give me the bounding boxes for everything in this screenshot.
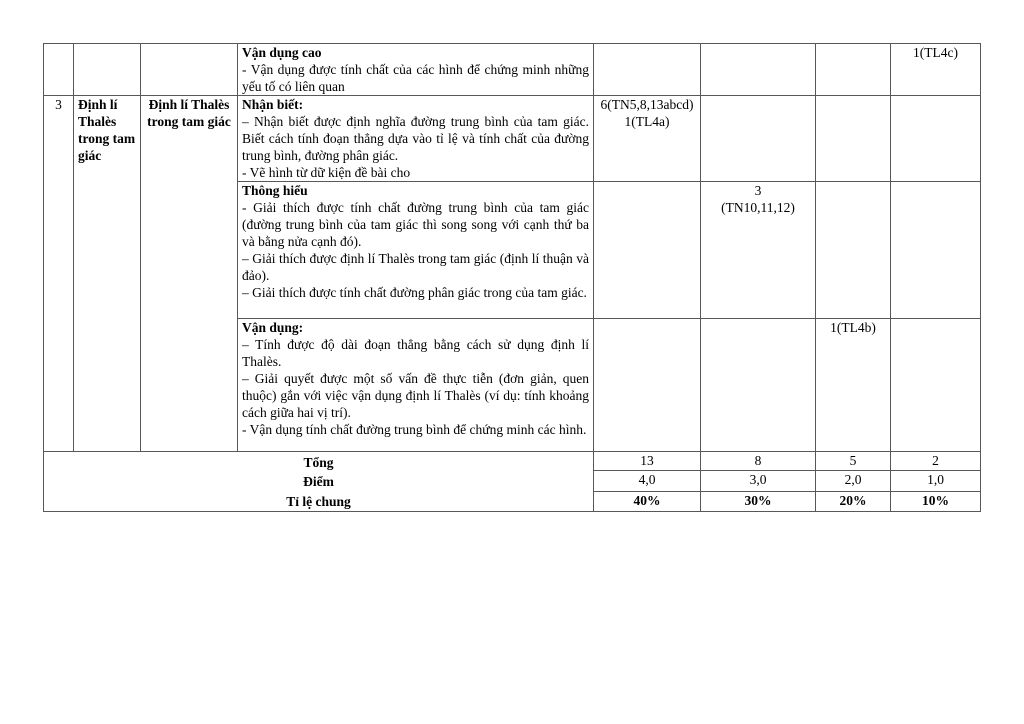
level-cell-van-dung-cao bbox=[238, 44, 594, 96]
empty-cell bbox=[141, 44, 238, 96]
count-cell-thong-hieu bbox=[701, 182, 816, 319]
topic-cell: Định lí Thalès trong tam giác bbox=[74, 96, 141, 452]
empty-cell bbox=[816, 44, 891, 96]
level-description: - Vẽ hình từ dữ kiện đề bài cho bbox=[242, 165, 411, 180]
summary-row-tong bbox=[44, 452, 981, 471]
summary-value: 8 bbox=[701, 452, 816, 471]
subtopic-cell: Định lí Thalès trong tam giác bbox=[141, 96, 238, 452]
summary-label-ti-le-chung: Tỉ lệ chung bbox=[286, 493, 351, 509]
empty-cell bbox=[701, 319, 816, 452]
level-description: – Giải thích được tính chất đường phân giác trong của tam giác. bbox=[242, 285, 587, 300]
level-title: Thông hiểu bbox=[242, 183, 308, 198]
level-description: - Vận dụng được tính chất của các hình để chứng minh những yếu tố có liên quan bbox=[242, 62, 589, 94]
empty-cell bbox=[594, 319, 701, 452]
summary-value: 3,0 bbox=[701, 471, 816, 491]
level-description: - Giải thích được tính chất đường trung bình của tam giác (đường trung bình của tam giác thì song song với cạnh thứ ba và bằng nửa cạnh đó). bbox=[242, 200, 589, 249]
empty-cell bbox=[74, 44, 141, 96]
count-cell-nhan-biet bbox=[594, 96, 701, 182]
summary-value: 40% bbox=[594, 491, 701, 511]
table-row bbox=[44, 96, 981, 182]
level-cell-van-dung bbox=[238, 319, 594, 452]
count-value: 6(TN5,8,13abcd) bbox=[600, 97, 694, 112]
count-value: (TN10,11,12) bbox=[721, 200, 795, 215]
level-description: - Vận dụng tính chất đường trung bình để chứng minh các hình. bbox=[242, 422, 587, 437]
count-value: 1(TL4c) bbox=[913, 45, 958, 60]
row-index-cell: 3 bbox=[44, 96, 74, 452]
empty-cell bbox=[891, 182, 981, 319]
empty-cell bbox=[891, 319, 981, 452]
summary-value: 2,0 bbox=[816, 471, 891, 491]
summary-value: 20% bbox=[816, 491, 891, 511]
summary-labels-cell bbox=[44, 452, 594, 512]
empty-cell bbox=[816, 182, 891, 319]
summary-value: 2 bbox=[891, 452, 981, 471]
level-cell-thong-hieu bbox=[238, 182, 594, 319]
level-cell-nhan-biet bbox=[238, 96, 594, 182]
count-value: 1(TL4b) bbox=[830, 320, 876, 335]
summary-value: 1,0 bbox=[891, 471, 981, 491]
summary-value: 4,0 bbox=[594, 471, 701, 491]
level-description: – Giải quyết được một số vấn đề thực tiễn (đơn giản, quen thuộc) gắn với việc vận dụng định lí Thalès (ví dụ: tính khoảng cách giữa hai vị trí). bbox=[242, 371, 589, 420]
summary-value: 30% bbox=[701, 491, 816, 511]
summary-label-diem: Điểm bbox=[303, 473, 334, 489]
level-description: – Tính được độ dài đoạn thẳng bằng cách sử dụng định lí Thalès. bbox=[242, 337, 589, 369]
empty-cell bbox=[44, 44, 74, 96]
summary-value: 5 bbox=[816, 452, 891, 471]
empty-cell bbox=[891, 96, 981, 182]
summary-value: 13 bbox=[594, 452, 701, 471]
level-title: Vận dụng: bbox=[242, 320, 304, 335]
level-description: – Giải thích được định lí Thalès trong tam giác (định lí thuận và đảo). bbox=[242, 251, 589, 283]
summary-label-tong: Tổng bbox=[303, 454, 334, 470]
table-row bbox=[44, 44, 981, 96]
summary-value: 10% bbox=[891, 491, 981, 511]
count-value: 3 bbox=[754, 183, 762, 198]
level-title: Nhận biết: bbox=[242, 97, 304, 112]
assessment-matrix-table bbox=[43, 43, 981, 512]
level-description: – Nhận biết được định nghĩa đường trung bình của tam giác. Biết cách tính đoạn thẳng dựa vào tỉ lệ và tính chất của đường trung bình, đường phân giác. bbox=[242, 114, 589, 163]
count-cell-tl4b bbox=[816, 319, 891, 452]
empty-cell bbox=[701, 44, 816, 96]
level-title: Vận dụng cao bbox=[242, 45, 322, 60]
count-value: 1(TL4a) bbox=[624, 114, 670, 129]
empty-cell bbox=[594, 182, 701, 319]
empty-cell bbox=[816, 96, 891, 182]
empty-cell bbox=[594, 44, 701, 96]
empty-cell bbox=[701, 96, 816, 182]
count-cell-tl4c bbox=[891, 44, 981, 96]
